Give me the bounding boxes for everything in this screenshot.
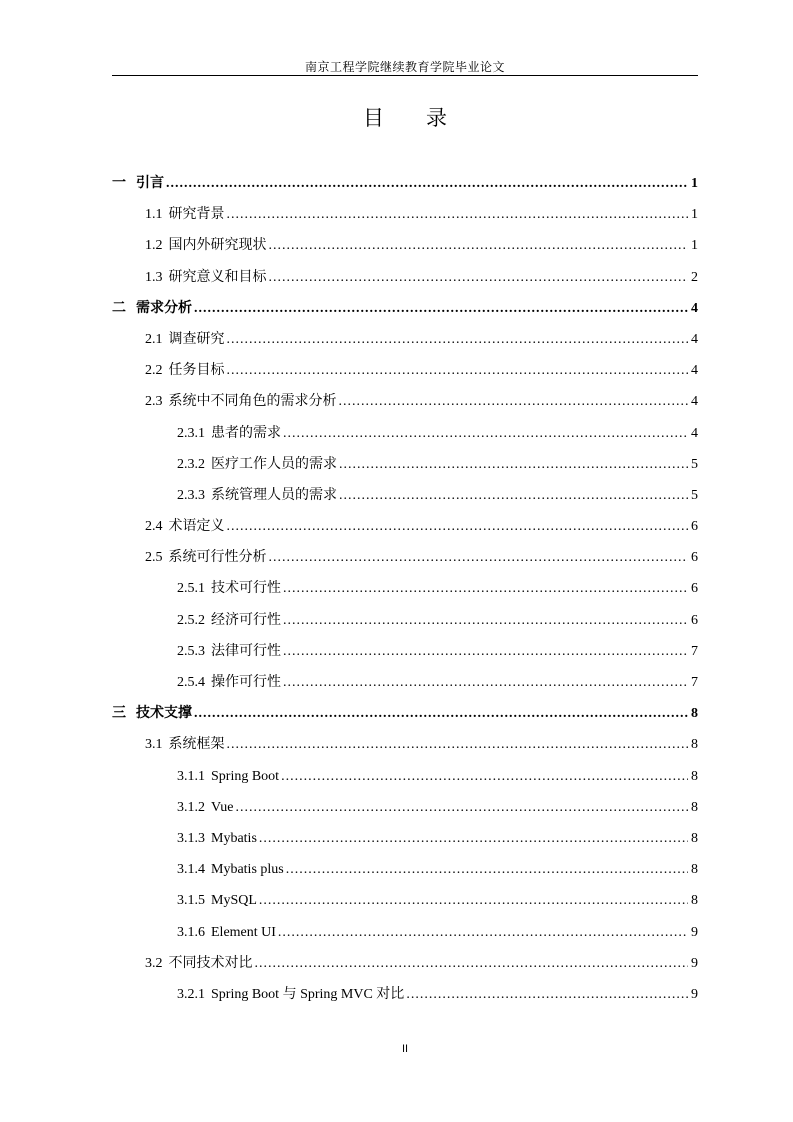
toc-entry-number: 2.5.3 — [177, 643, 205, 659]
toc-entry-page: 8 — [691, 768, 698, 784]
toc-entry-title: 引言 — [136, 176, 164, 191]
toc-entry-title: 患者的需求 — [211, 425, 281, 441]
table-of-contents — [112, 168, 698, 1010]
toc-leader-dots — [255, 948, 689, 979]
toc-entry[interactable] — [112, 262, 698, 293]
toc-entry-title: 不同技术对比 — [168, 955, 253, 971]
toc-leader-dots — [406, 979, 688, 1010]
toc-entry[interactable] — [112, 979, 698, 1010]
toc-entry-number: 2.4 — [145, 519, 163, 535]
page-header: 南京工程学院继续教育学院毕业论文 — [304, 60, 505, 74]
toc-entry-number: 1.1 — [145, 207, 163, 223]
toc-entry-page: 8 — [691, 799, 698, 815]
toc-entry-page: 9 — [691, 955, 698, 971]
toc-entry-page: 9 — [691, 986, 698, 1002]
toc-leader-dots — [269, 230, 689, 261]
toc-entry-title: 经济可行性 — [211, 612, 281, 628]
toc-entry[interactable] — [112, 698, 698, 729]
toc-entry-page: 4 — [691, 425, 698, 441]
header-divider — [112, 75, 698, 76]
toc-entry-number: 3.2.1 — [177, 986, 205, 1002]
toc-entry[interactable] — [112, 792, 698, 823]
toc-entry-title: Mybatis plus — [211, 862, 284, 878]
toc-entry-title: 系统管理人员的需求 — [211, 487, 337, 503]
toc-entry-page: 8 — [691, 706, 698, 722]
toc-entry[interactable] — [112, 667, 698, 698]
toc-entry-page: 8 — [691, 830, 698, 846]
toc-leader-dots — [269, 262, 689, 293]
toc-entry-number: 2.5.4 — [177, 675, 205, 690]
toc-leader-dots — [283, 636, 688, 667]
toc-entry-title: 系统可行性分析 — [168, 550, 267, 566]
toc-entry-number: 1.2 — [145, 238, 163, 254]
toc-entry-page: 6 — [691, 519, 698, 535]
toc-leader-dots — [227, 511, 689, 542]
toc-entry-title: 研究意义和目标 — [168, 269, 267, 285]
toc-entry[interactable] — [112, 230, 698, 261]
toc-entry-number: 1.3 — [145, 269, 163, 285]
toc-entry-number: 2.2 — [145, 363, 163, 379]
toc-entry-page: 7 — [691, 675, 698, 690]
toc-title — [112, 102, 698, 132]
toc-leader-dots — [283, 573, 688, 604]
toc-entry-number: 2.3.3 — [177, 487, 205, 503]
toc-leader-dots — [227, 199, 689, 230]
toc-entry[interactable] — [112, 418, 698, 449]
toc-leader-dots — [339, 480, 688, 511]
toc-entry-number: 3.1.3 — [177, 830, 205, 846]
toc-entry[interactable] — [112, 480, 698, 511]
toc-entry-title: 研究背景 — [168, 207, 225, 223]
toc-leader-dots — [286, 854, 688, 885]
toc-entry[interactable] — [112, 605, 698, 636]
toc-entry-title: Spring Boot 与 Spring MVC 对比 — [211, 986, 405, 1002]
toc-entry[interactable] — [112, 293, 698, 324]
toc-entry-page: 8 — [691, 893, 698, 909]
toc-entry-page: 1 — [691, 207, 698, 223]
toc-entry-title: 医疗工作人员的需求 — [211, 456, 337, 472]
toc-leader-dots — [269, 542, 689, 573]
toc-entry-page: 2 — [691, 269, 698, 285]
toc-entry-title: 任务目标 — [168, 363, 225, 379]
toc-entry-number: 2.3.1 — [177, 425, 205, 441]
toc-entry[interactable] — [112, 355, 698, 386]
toc-entry-title: 国内外研究现状 — [168, 238, 267, 254]
toc-entry[interactable] — [112, 542, 698, 573]
toc-entry-title: 调查研究 — [168, 331, 225, 347]
toc-entry[interactable] — [112, 761, 698, 792]
toc-leader-dots — [278, 917, 688, 948]
toc-entry-number: 3.1.5 — [177, 893, 205, 909]
toc-entry-number: 2.5.1 — [177, 581, 205, 597]
toc-entry-title: Element UI — [211, 924, 276, 940]
toc-entry-title: 技术可行性 — [211, 581, 281, 597]
toc-entry-title: 操作可行性 — [211, 675, 281, 690]
toc-leader-dots — [281, 761, 688, 792]
toc-entry-page: 8 — [691, 737, 698, 753]
toc-leader-dots — [259, 885, 688, 916]
toc-entry-page: 6 — [691, 550, 698, 566]
page-number: II — [401, 1043, 409, 1055]
toc-entry-page: 4 — [691, 394, 698, 410]
toc-entry-title: 系统中不同角色的需求分析 — [168, 394, 337, 410]
toc-entry-page: 7 — [691, 643, 698, 659]
toc-entry-number: 2.3.2 — [177, 456, 205, 472]
toc-entry-number: 2.1 — [145, 331, 163, 347]
toc-entry-title: 法律可行性 — [211, 643, 281, 659]
toc-entry[interactable] — [112, 885, 698, 916]
toc-entry-page: 9 — [691, 924, 698, 940]
toc-entry-title: 系统框架 — [168, 737, 225, 753]
toc-entry[interactable] — [112, 573, 698, 604]
toc-entry[interactable] — [112, 917, 698, 948]
toc-entry-number: 二 — [112, 300, 126, 316]
toc-leader-dots — [227, 355, 689, 386]
toc-entry-page: 4 — [691, 331, 698, 347]
toc-entry-page: 5 — [691, 487, 698, 503]
toc-entry-title: MySQL — [211, 893, 257, 909]
toc-entry-title: Mybatis — [211, 830, 257, 846]
toc-entry-title: Vue — [211, 799, 234, 815]
toc-entry-number: 3.1 — [145, 737, 163, 753]
toc-leader-dots — [283, 667, 688, 698]
toc-entry-number: 2.3 — [145, 394, 163, 410]
toc-leader-dots — [227, 729, 689, 760]
toc-entry[interactable] — [112, 324, 698, 355]
toc-leader-dots — [194, 698, 688, 729]
toc-entry[interactable] — [112, 948, 698, 979]
toc-entry-number: 3.2 — [145, 955, 163, 971]
toc-leader-dots — [283, 605, 688, 636]
toc-entry-number: 三 — [112, 706, 126, 722]
toc-leader-dots — [194, 293, 688, 324]
toc-leader-dots — [227, 324, 689, 355]
toc-entry-number: 3.1.1 — [177, 768, 205, 784]
toc-entry[interactable] — [112, 511, 698, 542]
toc-entry[interactable] — [112, 729, 698, 760]
toc-leader-dots — [166, 168, 688, 199]
toc-entry-number: 2.5 — [145, 550, 163, 566]
toc-entry-page: 1 — [691, 176, 698, 191]
toc-entry-number: 3.1.6 — [177, 924, 205, 940]
toc-entry-page: 6 — [691, 612, 698, 628]
toc-entry-title: 技术支撑 — [136, 706, 192, 722]
toc-leader-dots — [339, 386, 689, 417]
toc-leader-dots — [339, 449, 688, 480]
toc-leader-dots — [283, 418, 688, 449]
toc-title-char-1: 目 — [363, 106, 384, 130]
toc-entry[interactable] — [112, 386, 698, 417]
toc-entry[interactable] — [112, 449, 698, 480]
toc-entry-number: 2.5.2 — [177, 612, 205, 628]
toc-entry-page: 8 — [691, 862, 698, 878]
toc-entry[interactable] — [112, 854, 698, 885]
toc-entry[interactable] — [112, 823, 698, 854]
toc-leader-dots — [235, 792, 688, 823]
toc-entry-page: 1 — [691, 238, 698, 254]
toc-leader-dots — [259, 823, 688, 854]
toc-entry-number: 3.1.4 — [177, 862, 205, 878]
toc-entry-title: 术语定义 — [168, 519, 225, 535]
toc-entry[interactable] — [112, 636, 698, 667]
toc-entry[interactable] — [112, 199, 698, 230]
toc-title-char-2: 录 — [426, 106, 447, 130]
toc-entry-page: 5 — [691, 456, 698, 472]
toc-entry-title: 需求分析 — [136, 300, 192, 316]
toc-entry[interactable] — [112, 168, 698, 199]
toc-entry-number: 一 — [112, 176, 126, 191]
toc-entry-page: 4 — [691, 300, 698, 316]
toc-entry-page: 4 — [691, 363, 698, 379]
toc-entry-number: 3.1.2 — [177, 799, 205, 815]
toc-entry-title: Spring Boot — [211, 768, 280, 784]
toc-entry-page: 6 — [691, 581, 698, 597]
